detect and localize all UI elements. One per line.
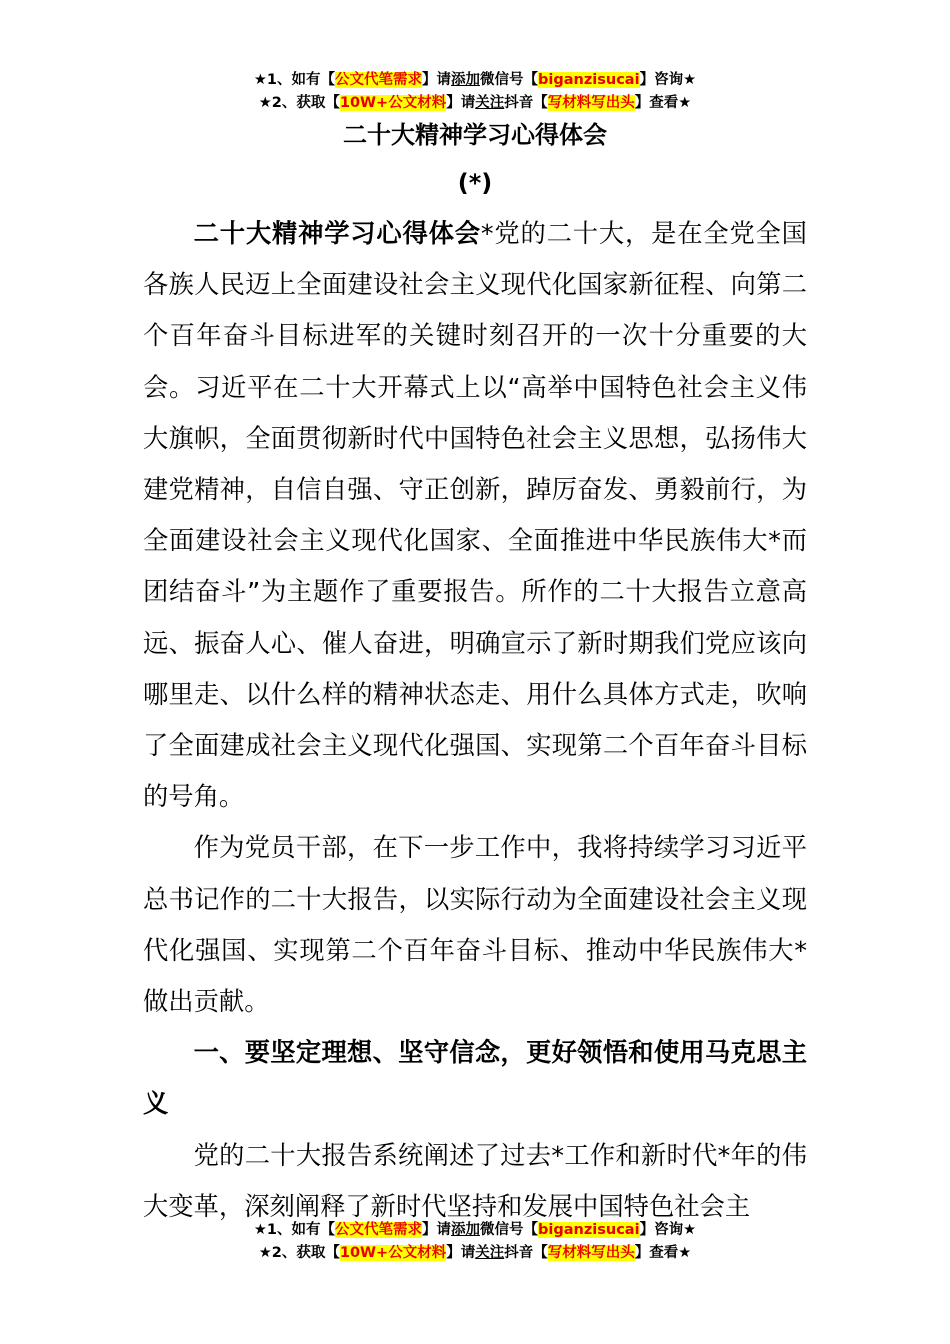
promo-text: 抖音【 bbox=[504, 95, 548, 111]
promo-text: ★2、获取【 bbox=[258, 1245, 340, 1261]
promo-underlined-text: 关注 bbox=[475, 1245, 505, 1261]
document-title: 二十大精神学习心得体会 bbox=[343, 121, 607, 149]
promo-text: 抖音【 bbox=[504, 1245, 548, 1261]
promo-highlight: 10W+公文材料 bbox=[339, 95, 447, 111]
promo-underlined-text: 添加 bbox=[451, 72, 481, 88]
promo-text: 微信号【 bbox=[480, 1222, 539, 1238]
promo-text: 】咨询★ bbox=[639, 72, 697, 88]
promo-line-2 bbox=[0, 1242, 950, 1265]
promo-text: 】请 bbox=[422, 72, 452, 88]
promo-text: ★1、如有【 bbox=[253, 1222, 336, 1238]
promo-line-2 bbox=[0, 92, 950, 115]
promo-highlight: 10W+公文材料 bbox=[339, 1245, 447, 1261]
promo-underlined-text: 添加 bbox=[451, 1222, 481, 1238]
paragraph-text: *党的二十大，是在全党全国各族人民迈上全面建设社会主义现代化国家新征程、向第二个百年奋斗目标进军的关键时刻召开的一次十分重要的大会。习近平在二十大开幕式上以“高举中国特色社会主义伟大旗帜，全面贯彻新时代中国特色社会主义思想，弘扬伟大建党精神，自信自强、守正创新，踔厉奋发、勇毅前行，为全面建设社会主义现代化国家、全面推进中华民族伟大*而团结奋斗”为主题作了重要报告。所作的二十大报告立意高远、振奋人心、催人奋进，明确宣示了新时期我们党应该向哪里走、以什么样的精神状态走、用什么具体方式走，吹响了全面建成社会主义现代化强国、实现第二个百年奋斗目标的号角。 bbox=[143, 219, 807, 812]
promo-text: 】请 bbox=[446, 95, 476, 111]
promo-text: 】咨询★ bbox=[639, 1222, 697, 1238]
paragraph-2: 作为党员干部，在下一步工作中，我将持续学习习近平总书记作的二十大报告，以实际行动为全面建设社会主义现代化强国、实现第二个百年奋斗目标、推动中华民族伟大*做出贡献。 bbox=[143, 833, 807, 1017]
promo-douyin-id: 写材料写出头 bbox=[547, 1245, 635, 1261]
promo-text: ★2、获取【 bbox=[258, 95, 340, 111]
document-body bbox=[143, 208, 807, 1232]
promo-line-1 bbox=[0, 69, 950, 92]
promo-wechat-id: biganzisucai bbox=[538, 1222, 640, 1238]
promo-underlined-text: 关注 bbox=[475, 95, 505, 111]
document-subtitle: (*) bbox=[457, 169, 493, 197]
paragraph-lead: 二十大精神学习心得体会 bbox=[193, 219, 481, 248]
section-heading-1: 一、要坚定理想、坚守信念，更好领悟和使用马克思主义 bbox=[143, 1038, 807, 1119]
promo-highlight: 公文代笔需求 bbox=[335, 72, 423, 88]
promo-text: 微信号【 bbox=[480, 72, 539, 88]
header-promo-banner bbox=[0, 69, 950, 115]
promo-douyin-id: 写材料写出头 bbox=[547, 95, 635, 111]
promo-highlight: 公文代笔需求 bbox=[335, 1222, 423, 1238]
footer-promo-banner bbox=[0, 1219, 950, 1265]
promo-text: 】请 bbox=[422, 1222, 452, 1238]
promo-wechat-id: biganzisucai bbox=[538, 72, 640, 88]
promo-text: 】查看★ bbox=[634, 95, 692, 111]
paragraph-3: 党的二十大报告系统阐述了过去*工作和新时代*年的伟大变革，深刻阐释了新时代坚持和发展中国特色社会主 bbox=[143, 1140, 807, 1221]
promo-line-1 bbox=[0, 1219, 950, 1242]
promo-text: 】查看★ bbox=[634, 1245, 692, 1261]
paragraph-1 bbox=[143, 208, 807, 822]
promo-text: 】请 bbox=[446, 1245, 476, 1261]
promo-text: ★1、如有【 bbox=[253, 72, 336, 88]
